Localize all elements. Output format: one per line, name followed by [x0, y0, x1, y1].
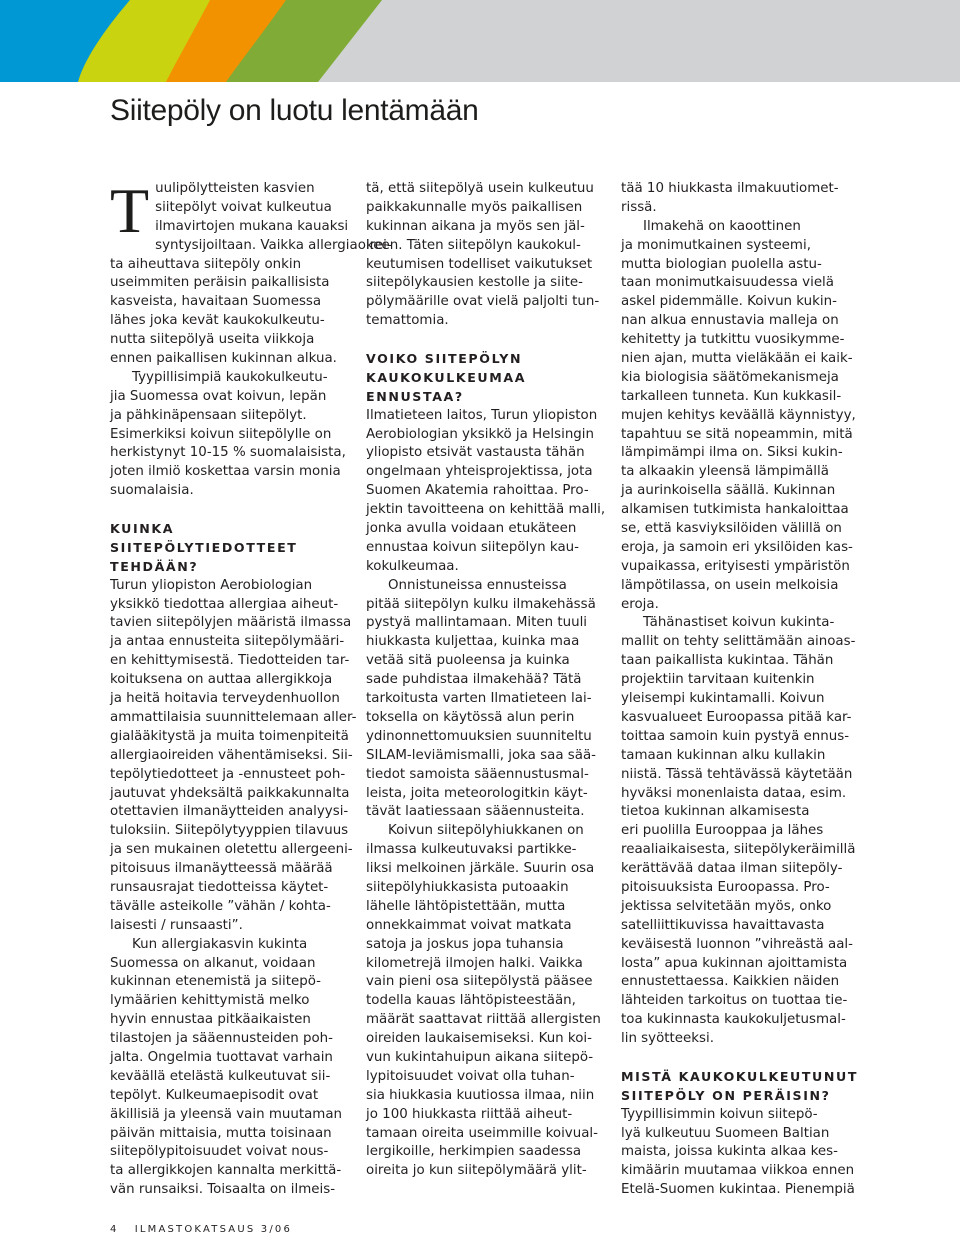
heading-line: SIITEPÖLY ON PERÄISIN?	[621, 1087, 831, 1103]
text-line: ammattilaisia suunnittelemaan aller-	[110, 709, 357, 725]
text-line: SILAM-leviämismalli, joka saa sää-	[366, 747, 596, 763]
text-line: uulipölytteisten kasvien	[155, 181, 315, 196]
col3-body-2	[621, 1106, 855, 1200]
text-line: toittaa samoin kuin pystyä ennus-	[621, 728, 850, 744]
text-line: Etelä-Suomen kukintaa. Pienempiä	[621, 1182, 855, 1198]
text-line: yliopisto etsivät vastausta tähän	[366, 445, 585, 461]
text-column-1	[110, 175, 392, 1200]
text-line: tarkoitusta varten Ilmatieteen lai-	[366, 691, 592, 707]
text-line: reaaliaikaisesta, siitepölykeräimillä	[621, 842, 856, 858]
heading-line: MISTÄ KAUKOKULKEUTUNUT	[621, 1068, 859, 1084]
text-line: ta allergikkojen kannalta merkittä-	[110, 1163, 342, 1179]
text-line: pystyä mallintamaan. Miten tuuli	[366, 615, 588, 631]
text-line: vun kukintahuipun aikana siitepö-	[366, 1049, 594, 1065]
page-footer	[110, 1224, 292, 1235]
text-line: runsausrajat tiedotteissa käytet-	[110, 879, 329, 895]
text-line: temattomia.	[366, 313, 449, 329]
text-line: keväällä etelästä kulkeutuvat sii-	[110, 1068, 331, 1084]
text-line: taan monimutkaisuudessa vielä	[621, 275, 834, 291]
text-line: ennustaa koivun siitepölyn kau-	[366, 539, 579, 555]
col3-body	[621, 180, 855, 1049]
text-line: nutta siitepölyä useita viikkoja	[110, 332, 315, 348]
text-line: lähteiden tarkoitus on tuottaa tie-	[621, 993, 848, 1009]
drop-cap: T	[110, 175, 150, 246]
text-line: toa kukinnasta kaukokuljetusmal-	[621, 1012, 846, 1028]
text-line: mallit on tehty selittämään ainoas-	[621, 634, 856, 650]
text-line: Ilmakehä on kaoottinen	[643, 218, 801, 234]
text-line: hyvin ennustaa pitkäaikaisten	[110, 1012, 311, 1028]
text-line: ja aurinkoisella säällä. Kukinnan	[621, 483, 836, 499]
text-line: koituksena on auttaa allergikkoja	[110, 672, 333, 688]
text-line: jektin tavoitteena on kehittää malli,	[366, 502, 606, 518]
text-line: jo 100 hiukkasta riittää aiheut-	[366, 1106, 573, 1122]
text-line: pitoisuus ilmanäytteessä määrää	[110, 861, 333, 877]
article-title: Siitepöly on luotu lentämään	[110, 94, 479, 127]
text-line: gialääkitystä ja muita toimenpiteitä	[110, 728, 349, 744]
heading-line: KUINKA	[110, 521, 175, 537]
text-line: tepölyt. Kulkeumaepisodit ovat	[110, 1087, 319, 1103]
text-line: hiukkasta kuljettaa, kuinka maa	[366, 634, 580, 650]
text-line: askel pidemmälle. Koivun kukin-	[621, 294, 837, 310]
text-line: pitää siitepölyn kulku ilmakehässä	[366, 596, 596, 612]
text-line: herkistynyt 10-15 % suomalaisista,	[110, 445, 346, 461]
text-line: Tähänastiset koivun kukinta-	[643, 615, 835, 631]
text-line: tää 10 hiukkasta ilmakuutiomet-	[621, 181, 839, 196]
text-line: jalta. Ongelmia tuottavat varhain	[110, 1049, 333, 1065]
text-line: sade puhdistaa ilmakehää? Tätä	[366, 672, 582, 688]
text-line: onnekkaimmat voivat matkata	[366, 917, 572, 933]
text-column-3	[621, 180, 859, 1200]
text-line: allergiaoireiden vähentämiseksi. Sii-	[110, 747, 353, 763]
text-line: satelliittikuvissa havaittavasta	[621, 917, 825, 933]
text-line: rissä.	[621, 199, 657, 215]
col1-body-2	[110, 577, 357, 1200]
text-line: tietoa kukinnan alkamisesta	[621, 804, 810, 820]
text-line: paikkakunnalle myös paikallisen	[366, 199, 583, 215]
text-line: vupaikassa, erityisesti ympäristön	[621, 558, 850, 574]
text-line: ja pähkinäpensaan siitepölyt.	[110, 407, 307, 423]
text-line: mujen kehitys keväällä käynnistyy,	[621, 407, 856, 423]
text-line: satoja ja joskus jopa tuhansia	[366, 936, 564, 952]
text-line: kokulkeumaa.	[366, 558, 459, 574]
text-line: keväisestä luonnon ”vihreästä aal-	[621, 936, 853, 952]
text-line: ja heitä hoitavia terveydenhuollon	[110, 691, 340, 707]
intro-paragraph	[110, 175, 349, 246]
text-line: kimäärin muutamaa viikkoa ennen	[621, 1163, 855, 1179]
text-line: ta alkaakin yleensä lämpimällä	[621, 464, 829, 480]
text-column-2	[366, 180, 606, 1181]
text-line: leista, joita meteorologitkin käyt-	[366, 785, 588, 801]
text-line: tävät laatiessaan sääennusteita.	[366, 804, 585, 820]
text-line: jautuvat yhdeksältä paikkakunnalta	[110, 785, 350, 801]
text-line: kerättävää dataa ilman siitepöly-	[621, 861, 843, 877]
text-line: todella kauas lähtöpisteestään,	[366, 993, 576, 1009]
text-line: kasveista, havaitaan Suomessa	[110, 294, 322, 310]
text-line: niistä. Tässä tehtävässä käytetään	[621, 766, 853, 782]
text-line: lin syötteeksi.	[621, 1031, 714, 1047]
text-line: ydinonnettomuuksien suunniteltu	[366, 728, 592, 744]
col2-body	[366, 180, 600, 331]
text-line: nan alkua ennustavia malleja on	[621, 313, 839, 329]
text-line: lymäärien kehittymistä melko	[110, 993, 310, 1009]
text-line: Suomessa on alkanut, voidaan	[110, 955, 316, 971]
text-line: laisesti / runsaasti”.	[110, 917, 243, 933]
col2-body-2	[366, 407, 606, 1182]
text-line: oireiden laukaisemiseksi. Kun koi-	[366, 1031, 592, 1047]
text-line: sia hiukkasia kuutiossa ilmaa, niin	[366, 1087, 595, 1103]
text-line: lergikoille, herkimpien saadessa	[366, 1144, 582, 1160]
text-line: toksella on käytössä alun perin	[366, 709, 575, 725]
text-line: kia biologisia säätömekanismeja	[621, 369, 839, 385]
text-line: lähes joka kevät kaukokulkeutu-	[110, 313, 325, 329]
section-heading	[621, 1068, 859, 1106]
text-line: Suomen Akatemia rahoittaa. Pro-	[366, 483, 589, 499]
text-line: ilmassa kulkeutuvaksi partikke-	[366, 842, 577, 858]
text-line: se, että kasviyksilöiden välillä on	[621, 521, 842, 537]
text-line: määrät saattavat riittää allergisten	[366, 1012, 601, 1028]
text-line: jonka avulla voidaan etukäteen	[366, 521, 577, 537]
text-line: kukinnan aikana ja myös sen jäl-	[366, 218, 585, 234]
text-line: lämpötilassa, on usein melkoisia	[621, 577, 839, 593]
text-line: yleisempi kukintamalli. Koivun	[621, 691, 825, 707]
text-line: vetää sitä puoleensa ja kuinka	[366, 653, 570, 669]
text-line: siitepölyt voivat kulkeutua	[155, 199, 332, 215]
decorative-color-banner	[0, 0, 960, 82]
text-line: tarkalleen tunneta. Kun kukkasil-	[621, 388, 842, 404]
text-line: useimmiten peräisin paikallisista	[110, 275, 330, 291]
text-line: keutumisen todelliset vaikutukset	[366, 256, 593, 272]
text-line: oireita jo kun siitepölymäärä ylit-	[366, 1163, 587, 1179]
text-line: tävälle asteikolle ”vähän / kohta-	[110, 898, 331, 914]
text-line: tuloksiin. Siitepölytyyppien tilavuus	[110, 823, 349, 839]
section-heading	[110, 520, 342, 577]
text-line: tä, että siitepölyä usein kulkeutuu	[366, 181, 594, 196]
text-line: tavien siitepölyjen määristä ilmassa	[110, 615, 352, 631]
text-line: eroja, ja samoin eri yksilöiden kas-	[621, 539, 853, 555]
text-line: ta aiheuttava siitepöly onkin	[110, 256, 302, 272]
text-line: Koivun siitepölyhiukkanen on	[388, 823, 584, 839]
text-line: Tyypillisimmin koivun siitepö-	[621, 1106, 818, 1122]
text-line: nien ajan, mutta vieläkään ei kaik-	[621, 351, 853, 367]
text-line: en kehittymisestä. Tiedotteiden tar-	[110, 653, 350, 669]
text-line: Tyypillisimpiä kaukokulkeutu-	[132, 369, 328, 385]
text-line: Turun yliopiston Aerobiologian	[110, 577, 313, 593]
text-line: ja antaa ennusteita siitepölymääri-	[110, 634, 345, 650]
col1-body	[110, 237, 392, 501]
text-line: kehitetty ja tutkittu vuosikymme-	[621, 332, 845, 348]
text-line: Ilmatieteen laitos, Turun yliopiston	[366, 407, 598, 423]
text-line: ongelmaan yhteisprojektissa, jota	[366, 464, 593, 480]
text-line: kilometrejä ilmojen halki. Vaikka	[366, 955, 583, 971]
text-line: vain pieni osa siitepölystä pääsee	[366, 974, 593, 990]
text-line: maista, joissa kukinta alkaa kes-	[621, 1144, 838, 1160]
banner-grey-shape	[300, 0, 960, 82]
text-line: ennen paikallisen kukinnan alkua.	[110, 351, 337, 367]
text-line: Esimerkiksi koivun siitepölylle on	[110, 426, 332, 442]
heading-line: VOIKO SIITEPÖLYN	[366, 351, 523, 367]
text-line: eri puolilla Eurooppaa ja lähes	[621, 823, 824, 839]
heading-line: ENNUSTAA?	[366, 388, 464, 404]
text-line: siitepölypitoisuudet voivat nous-	[110, 1144, 329, 1160]
text-line: tamaan oireita useimmille koivual-	[366, 1125, 598, 1141]
text-line: Onnistuneissa ennusteissa	[388, 577, 567, 593]
publication-name: ILMASTOKATSAUS 3/06	[134, 1224, 293, 1235]
page-number: 4	[110, 1224, 119, 1235]
text-line: otettavien ilmanäytteiden analyysi-	[110, 804, 349, 820]
text-line: vän runsaiksi. Toisaalta on ilmeis-	[110, 1182, 336, 1198]
text-line: tamaan kukinnan alku kullakin	[621, 747, 826, 763]
text-line: jektissa selvitetään myös, onko	[621, 898, 832, 914]
text-line: pitoisuuksista Euroopassa. Pro-	[621, 879, 830, 895]
text-line: päivän mittaisia, mutta toisinaan	[110, 1125, 332, 1141]
text-line: jia Suomessa ovat koivun, lepän	[110, 388, 327, 404]
text-line: siitepölykausien kestolle ja siite-	[366, 275, 583, 291]
text-line: yksikkö tiedottaa allergiaa aiheut-	[110, 596, 339, 612]
text-line: hyväksi monenlaista dataa, esim.	[621, 785, 847, 801]
text-line: pölymäärille ovat vielä paljolti tun-	[366, 294, 600, 310]
heading-line: KAUKOKULKEUMAA	[366, 369, 527, 385]
text-line: suomalaisia.	[110, 483, 194, 499]
text-line: lämpimämpi ilma on. Siksi kukin-	[621, 445, 843, 461]
text-line: ilmavirtojen mukana kauaksi	[155, 218, 349, 234]
text-line: siitepölyhiukkasista putoaakin	[366, 879, 569, 895]
text-line: kukinnan etenemistä ja siitepö-	[110, 974, 321, 990]
text-line: ennustettaessa. Kaikkien näiden	[621, 974, 840, 990]
text-line: syntysijoiltaan. Vaikka allergiaoirei-	[155, 237, 392, 253]
text-line: tilastojen ja sääennusteiden poh-	[110, 1031, 333, 1047]
text-line: äkillisiä ja yleensä vain muutaman	[110, 1106, 343, 1122]
text-line: mutta biologian puolella astu-	[621, 256, 822, 272]
text-line: ja monimutkainen systeemi,	[621, 237, 811, 253]
text-line: ja sen mukainen oletettu allergeeni-	[110, 842, 353, 858]
heading-line: TEHDÄÄN?	[110, 558, 199, 574]
text-line: kasvualueet Euroopassa pitää kar-	[621, 709, 852, 725]
text-line: alkamisen tutkimista hankaloittaa	[621, 502, 849, 518]
text-line: projektiin tarvitaan kuitenkin	[621, 672, 815, 688]
heading-line: SIITEPÖLYTIEDOTTEET	[110, 539, 298, 555]
text-line: tepölytiedotteet ja -ennusteet poh-	[110, 766, 346, 782]
text-line: taan paikallista kukintaa. Tähän	[621, 653, 834, 669]
text-line: Aerobiologian yksikkö ja Helsingin	[366, 426, 595, 442]
text-line: losta” apua kukinnan ajoittamista	[621, 955, 848, 971]
text-line: tiedot samoista sääennustusmal-	[366, 766, 589, 782]
section-heading	[366, 350, 596, 407]
text-line: liksi melkoinen järkäle. Suurin osa	[366, 861, 595, 877]
text-line: joten ilmiö koskettaa varsin monia	[110, 464, 341, 480]
text-line: lyä kulkeutuu Suomeen Baltian	[621, 1125, 830, 1141]
text-line: Kun allergiakasvin kukinta	[132, 936, 308, 952]
text-line: keen. Täten siitepölyn kaukokul-	[366, 237, 581, 253]
text-line: lypitoisuudet voivat olla tuhan-	[366, 1068, 575, 1084]
text-line: eroja.	[621, 596, 659, 612]
text-line: tapahtuu se sitä nopeammin, mitä	[621, 426, 853, 442]
text-line: lähelle lähtöpistettään, mutta	[366, 898, 566, 914]
